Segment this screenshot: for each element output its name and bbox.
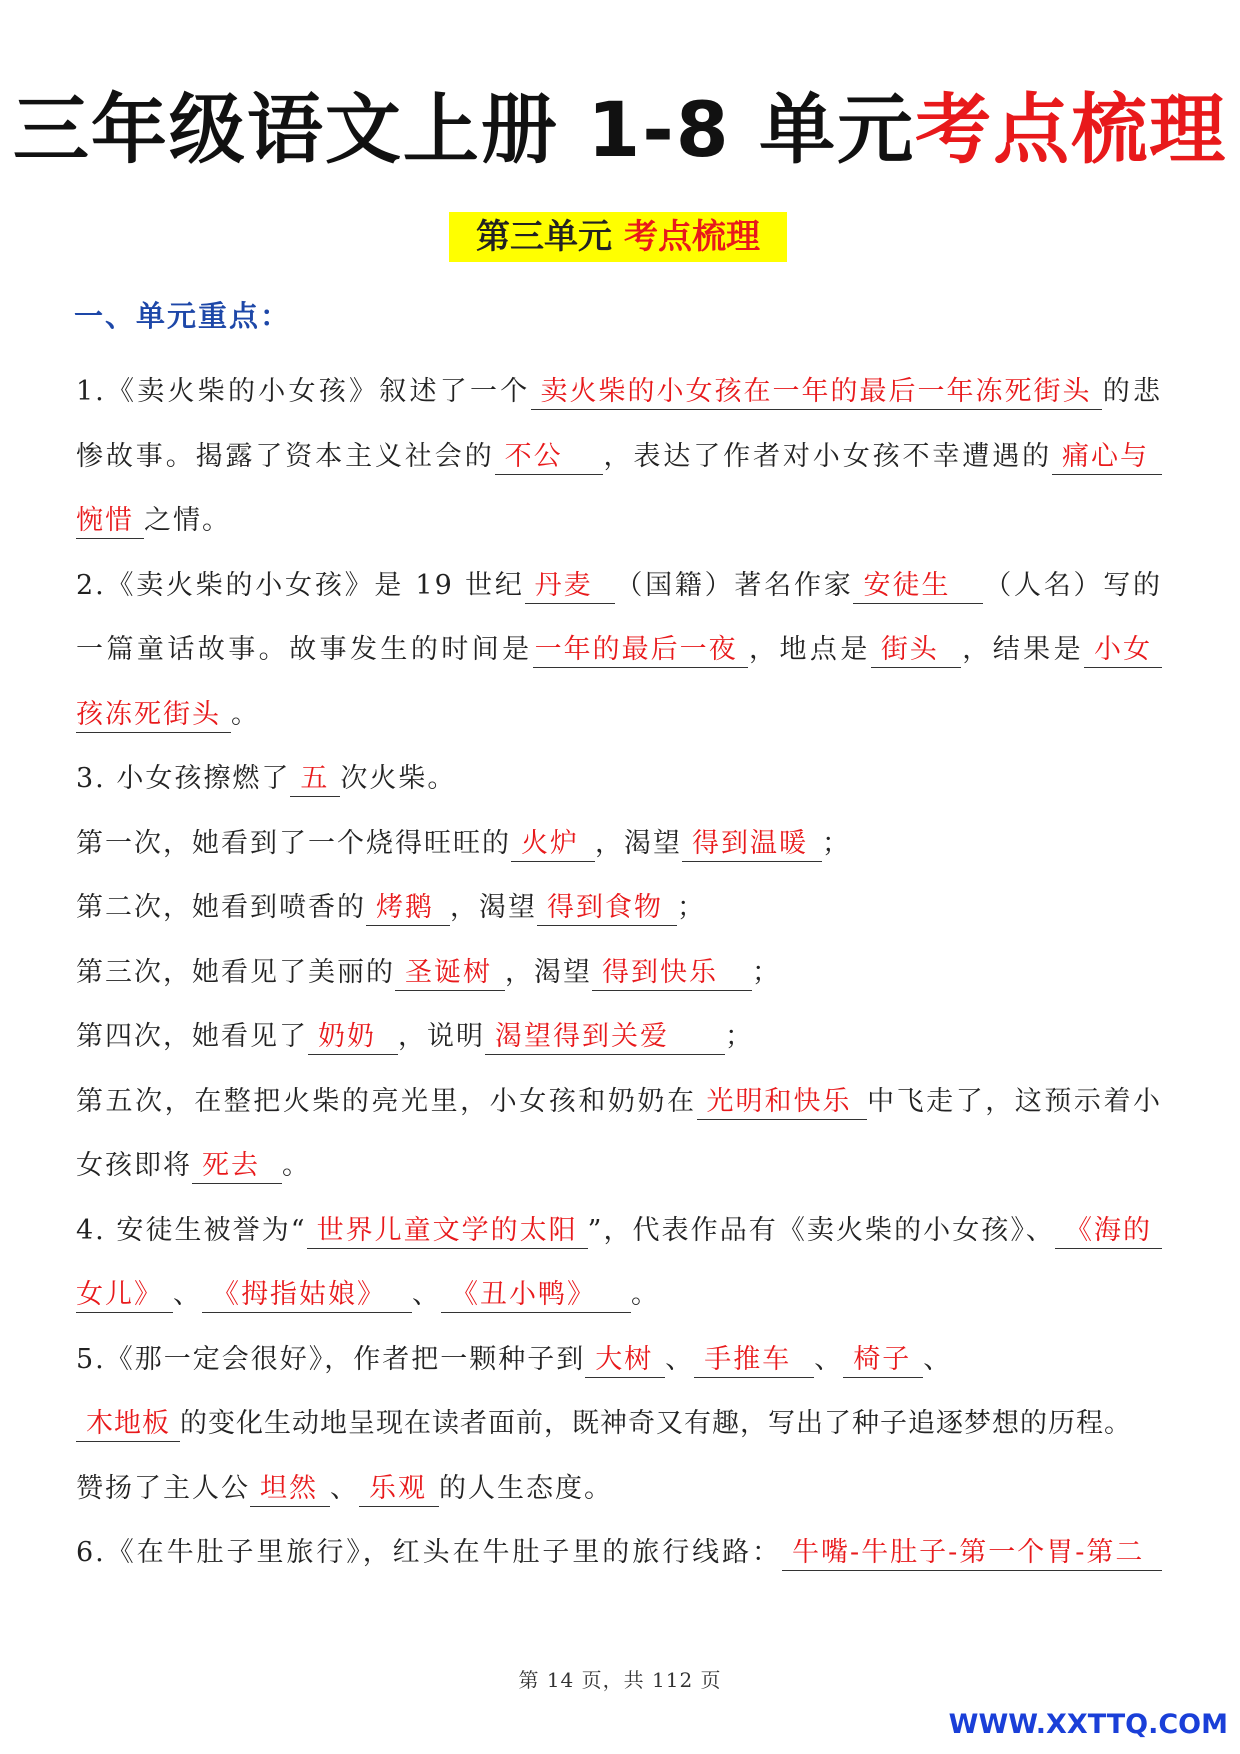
answer-blank: 不公 bbox=[495, 440, 603, 475]
text: ，说明 bbox=[398, 1021, 485, 1052]
answer-blank: 得到温暖 bbox=[682, 827, 822, 862]
try-5-line-1 bbox=[76, 1070, 1162, 1135]
answer-blank: 五 bbox=[290, 762, 340, 797]
main-title bbox=[0, 82, 1240, 178]
answer-blank: 世界儿童文学的太阳 bbox=[307, 1214, 588, 1249]
site-watermark: WWW.XXTTQ.COM bbox=[948, 1709, 1228, 1740]
answer-blank: 大树 bbox=[585, 1343, 665, 1378]
answer-blank: 椅子 bbox=[843, 1343, 923, 1378]
text: ，结果是 bbox=[960, 634, 1085, 665]
answer-blank: 卖火柴的小女孩在一年的最后一年冻死街头 bbox=[531, 375, 1102, 410]
try-4-line bbox=[76, 1005, 1162, 1070]
answer-blank: 丹麦 bbox=[525, 569, 615, 604]
text: 次火柴。 bbox=[340, 763, 457, 794]
text: 的变化生动地呈现在读者面前，既神奇又有趣，写出了种子追逐梦想的历程。 bbox=[180, 1408, 1132, 1439]
try-2-line bbox=[76, 876, 1162, 941]
item-4-line-2 bbox=[76, 1263, 1162, 1328]
text: 。 bbox=[631, 1279, 660, 1310]
page-footer: 第 14 页，共 112 页 bbox=[518, 1668, 722, 1692]
text: ； bbox=[752, 956, 781, 988]
answer-blank: 烤鹅 bbox=[366, 891, 450, 926]
item-6-line-1 bbox=[76, 1521, 1162, 1586]
text: 中飞走了，这预示着小 bbox=[866, 1085, 1162, 1117]
answer-blank: 女儿》 bbox=[76, 1278, 173, 1313]
text: 之情。 bbox=[144, 505, 231, 536]
answer-blank: 得到食物 bbox=[537, 891, 677, 926]
item-5-line-2 bbox=[76, 1392, 1162, 1457]
text: 。 bbox=[231, 698, 260, 730]
text: 第五次，在整把火柴的亮光里，小女孩和奶奶在 bbox=[76, 1085, 697, 1117]
answer-blank: 得到快乐 bbox=[592, 956, 752, 991]
try-5-line-2 bbox=[76, 1134, 1162, 1199]
unit-title-black: 第三单元 bbox=[476, 217, 612, 257]
text: 、 bbox=[814, 1343, 844, 1375]
text: ”，代表作品有《卖火柴的小女孩》、 bbox=[587, 1214, 1055, 1246]
answer-blank: 火炉 bbox=[511, 827, 595, 862]
answer-blank: 一年的最后一夜 bbox=[533, 633, 748, 668]
text: 第四次，她看见了 bbox=[76, 1021, 308, 1052]
text: ，表达了作者对小女孩不幸遭遇的 bbox=[602, 440, 1053, 472]
text: 、 bbox=[412, 1279, 441, 1310]
answer-blank: 手推车 bbox=[694, 1343, 814, 1378]
answer-blank: 《海的 bbox=[1055, 1214, 1162, 1249]
text: 、 bbox=[173, 1279, 202, 1310]
answer-blank: 乐观 bbox=[359, 1472, 439, 1507]
item-2-line-1 bbox=[76, 554, 1162, 619]
answer-blank: 死去 bbox=[192, 1149, 282, 1184]
text: （人名）写的 bbox=[983, 569, 1162, 601]
text: 。 bbox=[282, 1150, 311, 1181]
text: 第二次，她看到喷香的 bbox=[76, 892, 366, 923]
answer-blank: 惋惜 bbox=[76, 504, 144, 539]
item-3-line bbox=[76, 747, 1162, 812]
text: 赞扬了主人公 bbox=[76, 1472, 250, 1504]
item-2-line-3 bbox=[76, 683, 1162, 748]
text: 、 bbox=[923, 1343, 953, 1375]
answer-blank: 木地板 bbox=[76, 1407, 180, 1442]
text: 一篇童话故事。故事发生的时间是 bbox=[76, 634, 533, 665]
text: ； bbox=[822, 827, 851, 859]
text: ； bbox=[677, 892, 706, 923]
answer-blank: 孩冻死街头 bbox=[76, 698, 231, 733]
answer-blank: 牛嘴-牛肚子-第一个胃-第二 bbox=[782, 1536, 1162, 1571]
text: 3. 小女孩擦燃了 bbox=[76, 763, 291, 794]
unit-title bbox=[449, 212, 787, 262]
answer-blank: 坦然 bbox=[250, 1472, 330, 1507]
content-body bbox=[76, 360, 1162, 1586]
text: ，渴望 bbox=[505, 956, 592, 988]
item-5-line-3 bbox=[76, 1457, 1162, 1522]
text: ，渴望 bbox=[450, 892, 537, 923]
answer-blank: 《丑小鸭》 bbox=[441, 1278, 631, 1313]
answer-blank: 渴望得到关爱 bbox=[485, 1020, 725, 1055]
item-4-line-1 bbox=[76, 1199, 1162, 1264]
try-3-line bbox=[76, 941, 1162, 1006]
text: 惨故事。揭露了资本主义社会的 bbox=[76, 440, 495, 472]
try-1-line bbox=[76, 812, 1162, 877]
item-2-line-2 bbox=[76, 618, 1162, 683]
text: ，渴望 bbox=[595, 827, 682, 859]
answer-blank: 圣诞树 bbox=[395, 956, 505, 991]
text: 5.《那一定会很好》，作者把一颗种子到 bbox=[76, 1343, 586, 1375]
text: 女孩即将 bbox=[76, 1150, 192, 1181]
text: 、 bbox=[665, 1343, 695, 1375]
text: 2.《卖火柴的小女孩》是 19 世纪 bbox=[76, 569, 525, 601]
item-5-line-1 bbox=[76, 1328, 1162, 1393]
item-1-line-1 bbox=[76, 360, 1162, 425]
unit-title-red: 考点梳理 bbox=[624, 217, 760, 257]
section-heading: 一、单元重点： bbox=[74, 299, 292, 333]
text: 的悲 bbox=[1101, 376, 1162, 407]
answer-blank: 《拇指姑娘》 bbox=[202, 1278, 412, 1313]
text: ，地点是 bbox=[747, 634, 871, 665]
text: 第三次，她看见了美丽的 bbox=[76, 956, 395, 988]
answer-blank: 街头 bbox=[871, 633, 961, 668]
answer-blank: 安徒生 bbox=[853, 569, 983, 604]
text: 1.《卖火柴的小女孩》叙述了一个 bbox=[76, 376, 531, 407]
answer-blank: 痛心与 bbox=[1052, 440, 1162, 475]
text: 4. 安徒生被誉为“ bbox=[76, 1214, 307, 1246]
text: （国籍）著名作家 bbox=[614, 569, 854, 601]
answer-blank: 小女 bbox=[1084, 633, 1162, 668]
main-title-red: 考点梳理 bbox=[915, 85, 1228, 174]
answer-blank: 奶奶 bbox=[308, 1020, 398, 1055]
text: 、 bbox=[330, 1472, 359, 1504]
text: 的人生态度。 bbox=[439, 1472, 613, 1504]
answer-blank: 光明和快乐 bbox=[697, 1085, 867, 1120]
main-title-black: 三年级语文上册 1-8 单元 bbox=[12, 85, 916, 174]
text: 第一次，她看到了一个烧得旺旺的 bbox=[76, 827, 511, 859]
item-1-line-3 bbox=[76, 489, 1162, 554]
item-1-line-2 bbox=[76, 425, 1162, 490]
text: ； bbox=[725, 1021, 754, 1052]
text: 6.《在牛肚子里旅行》，红头在牛肚子里的旅行线路： bbox=[76, 1537, 782, 1568]
